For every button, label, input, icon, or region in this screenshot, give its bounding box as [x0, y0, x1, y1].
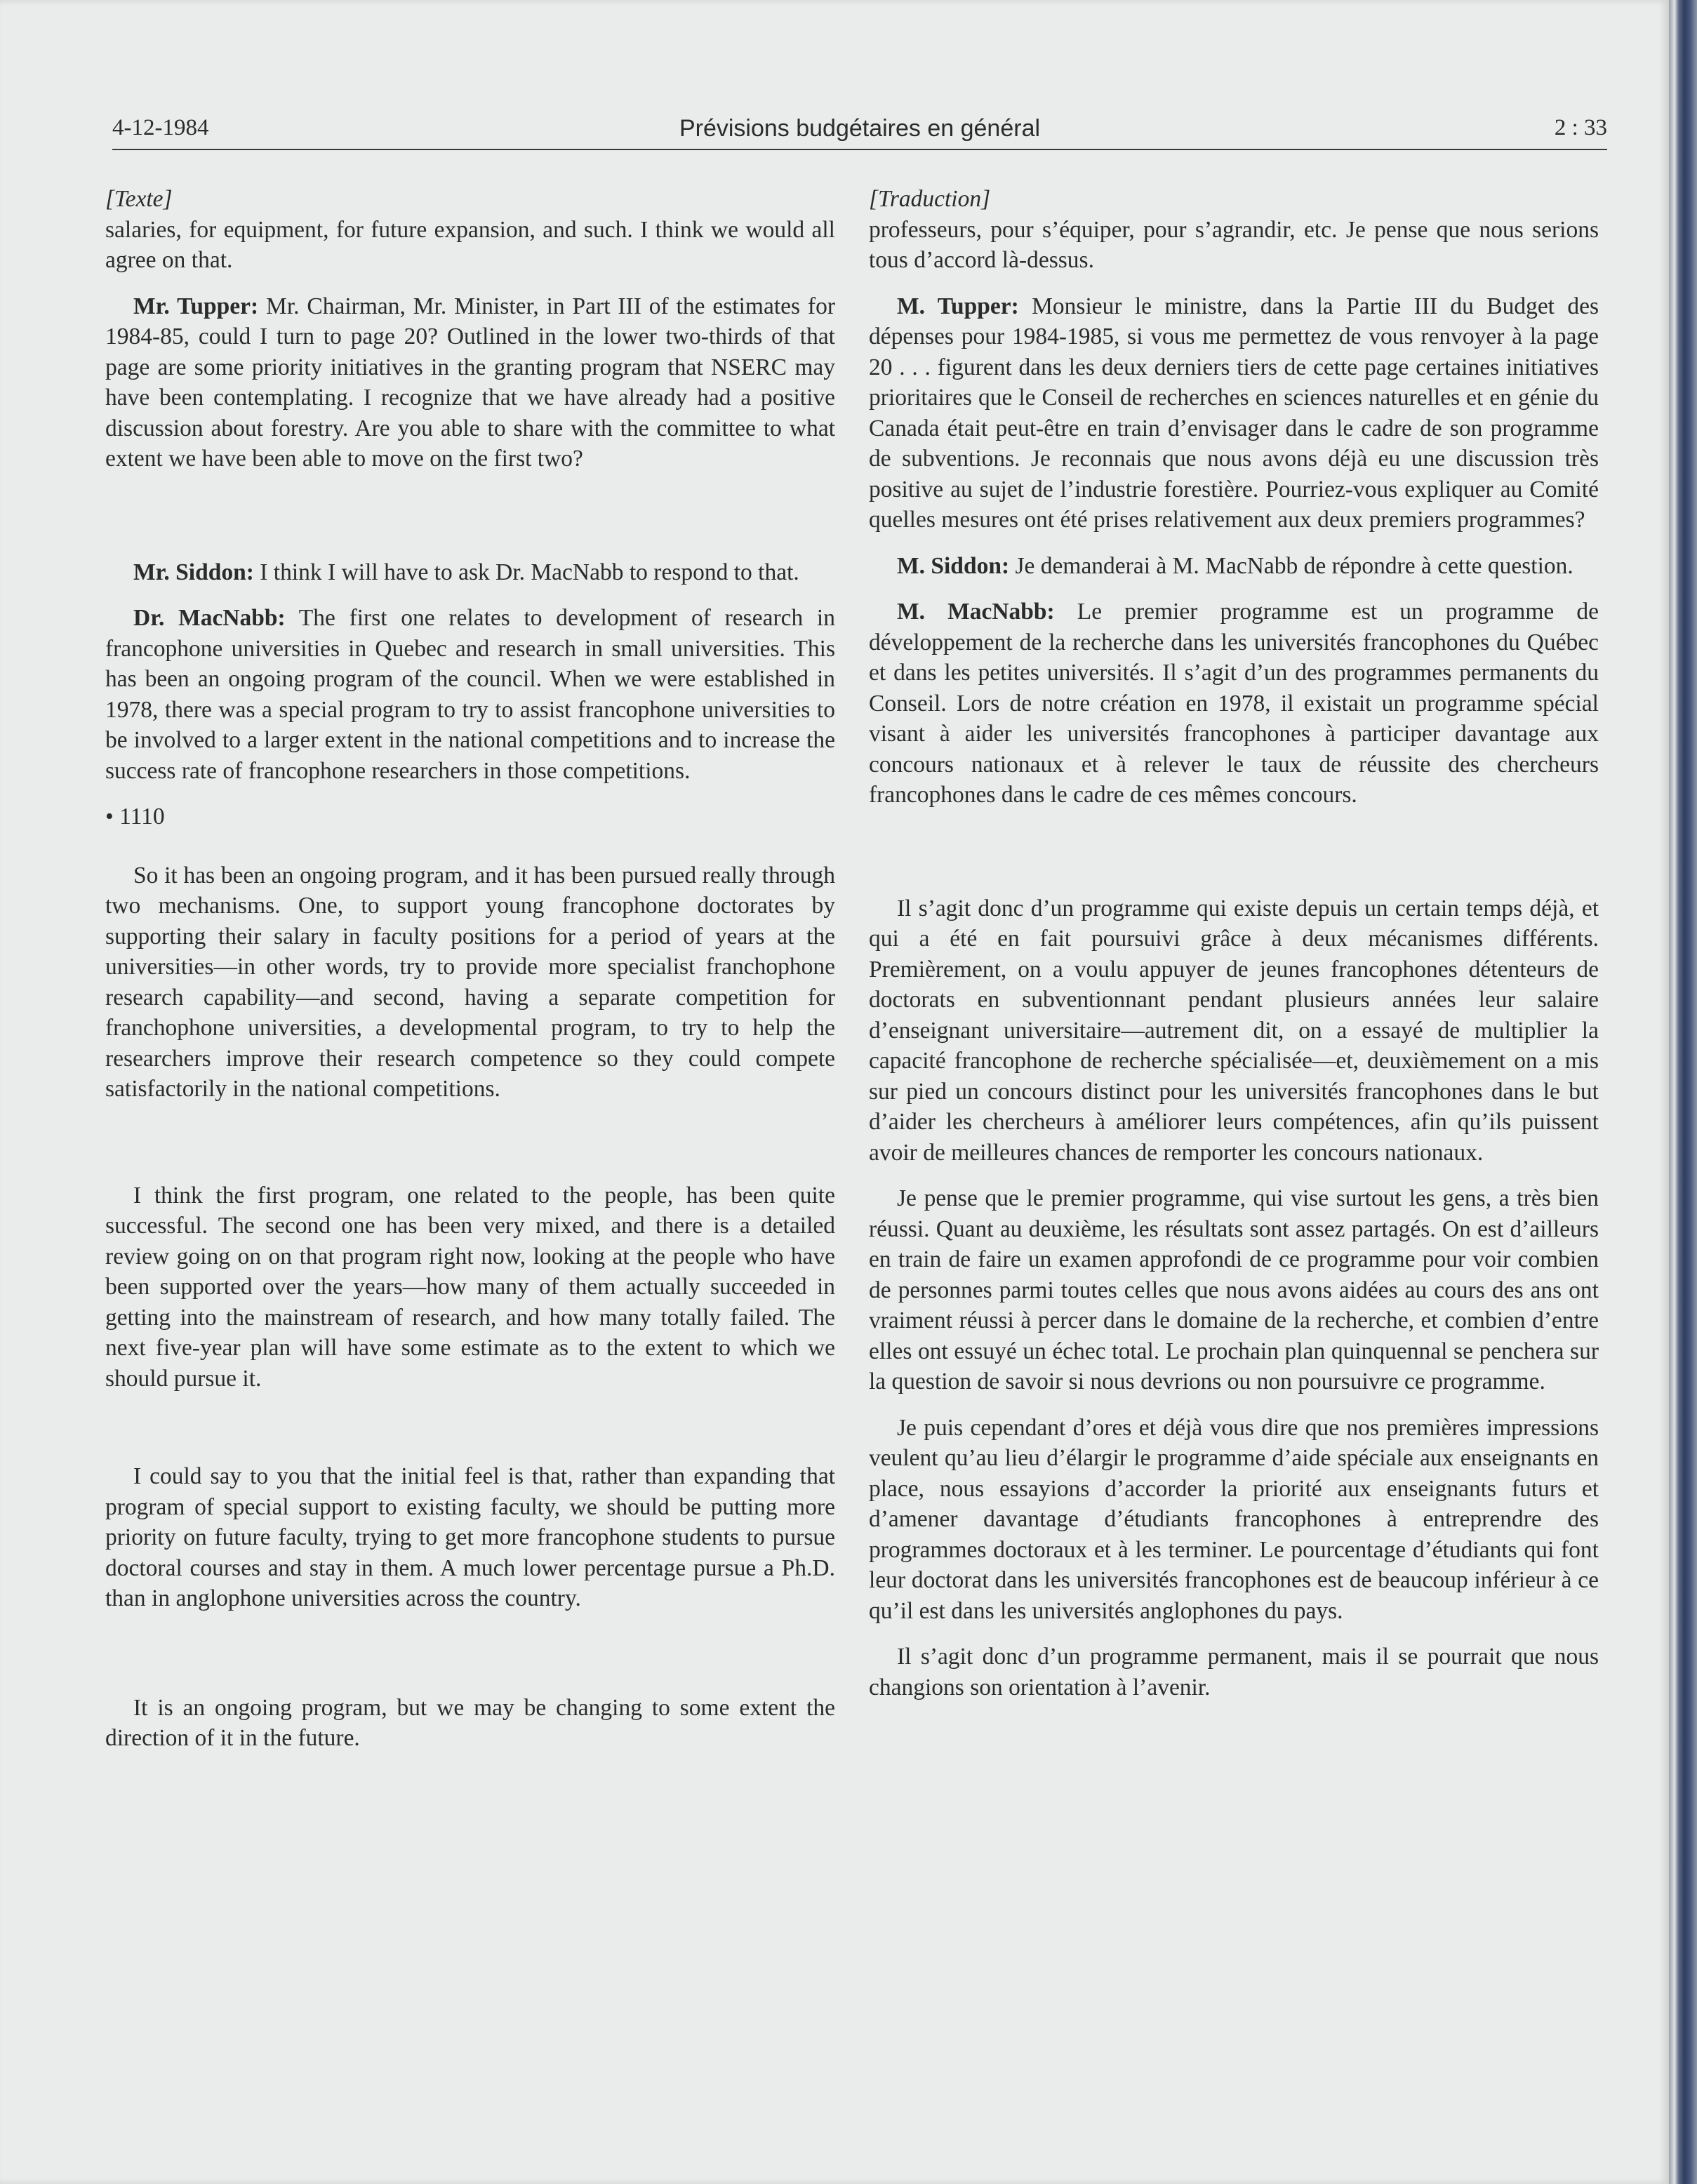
speech-text: I think I will have to ask Dr. MacNabb to respond to that. — [253, 559, 799, 585]
speech-text: The first one relates to development of research in francophone universities in Quebec and research in small universities. This has been an ongoing program of the council. When we were established in 1978, there was a special program to try to assist francophone universities to be involved to a larger extent in the national competitions and to increase the success rate of francophone researchers in those competitions. — [105, 605, 835, 784]
book-binding-edge — [1669, 0, 1697, 2184]
speech-tupper — [105, 291, 835, 474]
speech-siddon — [869, 551, 1599, 582]
time-marker: • 1110 — [105, 804, 165, 830]
speech-text: Le premier programme est un programme de développement de la recherche dans les universités francophones du Québec et dans les petites universités. Il s’agit d’un des programmes permanents du Conseil. Lors de notre création en 1978, il existait un programme spécial visant à aider les universités francophones à participer davantage aux concours nationaux et à relever le taux de réussite des chercheurs francophones dans le cadre de ces mêmes concours. — [869, 599, 1599, 808]
header-page-number: 2 : 33 — [1554, 115, 1607, 140]
paragraph: Il s’agit donc d’un programme permanent, mais il se pourrait que nous changions son orientation à l’avenir. — [869, 1644, 1599, 1700]
paragraph: It is an ongoing program, but we may be changing to some extent the direction of it in the future. — [105, 1694, 835, 1751]
paragraph: Je puis cependant d’ores et déjà vous dire que nos premières impressions veulent qu’au lieu d’élargir le programme d’aide spéciale aux enseignants en place, nous essayions d’accorder la priorité aux enseignants futurs et d’amener davantage d’étudiants francophones à entreprendre des programmes doctoraux et à les terminer. Le pourcentage d’étudiants qui font leur doctorat dans les universités francophones est de beaucoup inférieur à ce qu’il est dans les universités anglophones du pays. — [869, 1414, 1599, 1624]
speech-tupper — [869, 291, 1599, 535]
speaker-name: Dr. MacNabb: — [133, 605, 286, 631]
paragraph: I think the first program, one related to the people, has been quite successful. The second one has been very mixed, and there is a detailed review going on on that program right now, looking at the people who have been supported over the years—how many of them actually succeeded in getting into the mainstream of research, and how many totally failed. The next five-year plan will have some estimate as to the extent to which we should pursue it. — [105, 1182, 835, 1392]
language-marker-french: [Traduction] — [869, 186, 991, 212]
speaker-name: Mr. Tupper: — [133, 293, 259, 319]
speech-macnabb — [869, 597, 1599, 811]
speaker-name: M. Tupper: — [897, 293, 1019, 319]
speech-text: Monsieur le ministre, dans la Partie III du Budget des dépenses pour 1984-1985, si vous me permettez de vous renvoyer à la page 20 . . . figurent dans les deux derniers tiers de cette page certaines initiatives prioritaires que le Conseil de recherches en sciences naturelles et en génie du Canada était peut-être en train d’envisager dans le cadre de son programme de subventions. Je reconnais que nous avons déjà eu une discussion très positive au sujet de l’industrie forestière. Pourriez-vous expliquer au Comité quelles mesures ont été prises relativement aux deux premiers programmes? — [869, 293, 1599, 533]
speaker-name: M. Siddon: — [897, 552, 1010, 579]
language-marker-english: [Texte] — [105, 186, 173, 212]
speech-macnabb — [105, 603, 835, 786]
page-header — [112, 112, 1607, 150]
paragraph: Je pense que le premier programme, qui vise surtout les gens, a très bien réussi. Quant au deuxième, les résultats sont assez partagés. On est d’ailleurs en train de faire un examen approfondi de ce programme pour voir combien de personnes parmi toutes celles que nous avons aidées au cours des ans ont vraiment réussi à percer dans le domaine de la recherche, et combien d’entre elles ont essuyé un échec total. Le prochain plan quinquennal se penchera sur la question de savoir si nous devrions ou non poursuivre ce programme. — [869, 1185, 1599, 1394]
right-column — [869, 184, 1599, 1703]
left-column — [105, 184, 835, 1754]
paragraph: So it has been an ongoing program, and it has been pursued really through two mechanisms. One, to support young francophone doctorates by supporting their salary in faculty positions for a period of years at the universities—in other words, try to provide more specialist franchophone research capability—and second, having a separate competition for franchophone universities, a developmental program, to try to help the researchers improve their research competence so they could compete satisfactorily in the national competitions. — [105, 862, 835, 1102]
speech-text: Je demanderai à M. MacNabb de répondre à cette question. — [1009, 552, 1573, 579]
paragraph: professeurs, pour s’équiper, pour s’agrandir, etc. Je pense que nous serions tous d’accord là-dessus. — [869, 216, 1599, 273]
speaker-name: M. MacNabb: — [897, 599, 1055, 625]
speech-siddon — [105, 557, 835, 588]
paragraph: Il s’agit donc d’un programme qui existe depuis un certain temps déjà, et qui a été en fait poursuivi grâce à deux mécanismes différents. Premièrement, on a voulu appuyer de jeunes francophones détenteurs de doctorats en subventionnant pendant plusieurs années leur salaire d’enseignant universitaire—autrement dit, on a essayé de multiplier la capacité francophone de recherche spécialisée—et, deuxièmement on a mis sur pied un concours distinct pour les universités francophones dans le but d’aider les chercheurs à améliorer leurs compétences, afin qu’ils puissent avoir de meilleures chances de remporter les concours nationaux. — [869, 895, 1599, 1166]
paragraph: salaries, for equipment, for future expansion, and such. I think we would all agree on that. — [105, 216, 835, 273]
header-date: 4-12-1984 — [112, 115, 209, 140]
speech-text: Mr. Chairman, Mr. Minister, in Part III of the estimates for 1984-85, could I turn to page 20? Outlined in the lower two-thirds of that page are some priority initiatives in the granting program that NSERC may have been contemplating. I recognize that we have already had a positive discussion about forestry. Are you able to share with the committee to what extent we have been able to move on the first two? — [105, 293, 835, 472]
speaker-name: Mr. Siddon: — [133, 559, 254, 585]
paragraph: I could say to you that the initial feel is that, rather than expanding that program of special support to existing faculty, we should be putting more priority on future faculty, trying to get more francophone students to pursue doctoral courses and stay in them. A much lower percentage pursue a Ph.D. than in anglophone universities across the country. — [105, 1463, 835, 1611]
header-title: Prévisions budgétaires en général — [679, 115, 1041, 142]
